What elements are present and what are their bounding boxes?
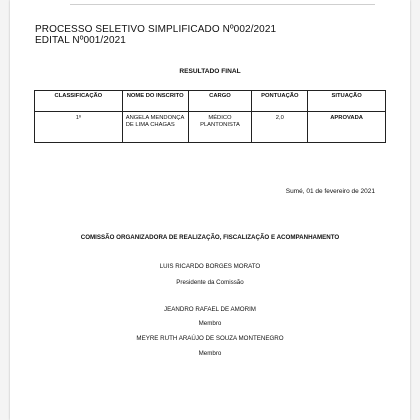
header-situacao: SITUAÇÃO — [308, 91, 386, 112]
signatory-name: JEANDRO RAFAEL DE AMORIM — [164, 306, 256, 313]
signatory-name: LUIS RICARDO BORGES MORATO — [159, 263, 261, 270]
signatory-role: Presidente da Comissão — [176, 279, 244, 286]
top-divider — [70, 4, 375, 5]
table-row — [35, 112, 386, 143]
cell-situacao: APROVADA — [308, 112, 386, 143]
signatory-role: Membro — [198, 320, 222, 327]
header-nome: NOME DO INSCRITO — [122, 91, 188, 112]
header-cargo: CARGO — [188, 91, 252, 112]
signatory-role: Membro — [198, 350, 222, 357]
edital-title: EDITAL Nº001/2021 — [35, 35, 126, 46]
cell-pontuacao: 2,0 — [252, 112, 308, 143]
cell-classificacao: 1º — [35, 112, 123, 143]
date-line: Sumé, 01 de fevereiro de 2021 — [285, 188, 375, 195]
document-page — [10, 0, 410, 420]
process-title: PROCESSO SELETIVO SIMPLIFICADO Nº002/2021 — [35, 24, 277, 35]
header-pontuacao: PONTUAÇÃO — [252, 91, 308, 112]
header-classificacao: CLASSIFICAÇÃO — [35, 91, 123, 112]
cell-cargo: MÉDICO PLANTONISTA — [188, 112, 252, 143]
cell-nome: ANGELA MENDONÇA DE LIMA CHAGAS — [122, 112, 188, 143]
document-header — [35, 24, 276, 46]
result-title: RESULTADO FINAL — [179, 68, 241, 75]
signatory-name: MEYRE RUTH ARAÚJO DE SOUZA MONTENEGRO — [136, 335, 284, 342]
table-header-row — [35, 91, 386, 112]
committee-title: COMISSÃO ORGANIZADORA DE REALIZAÇÃO, FISCALIZAÇÃO E ACOMPANHAMENTO — [80, 234, 340, 241]
result-table — [34, 90, 386, 143]
